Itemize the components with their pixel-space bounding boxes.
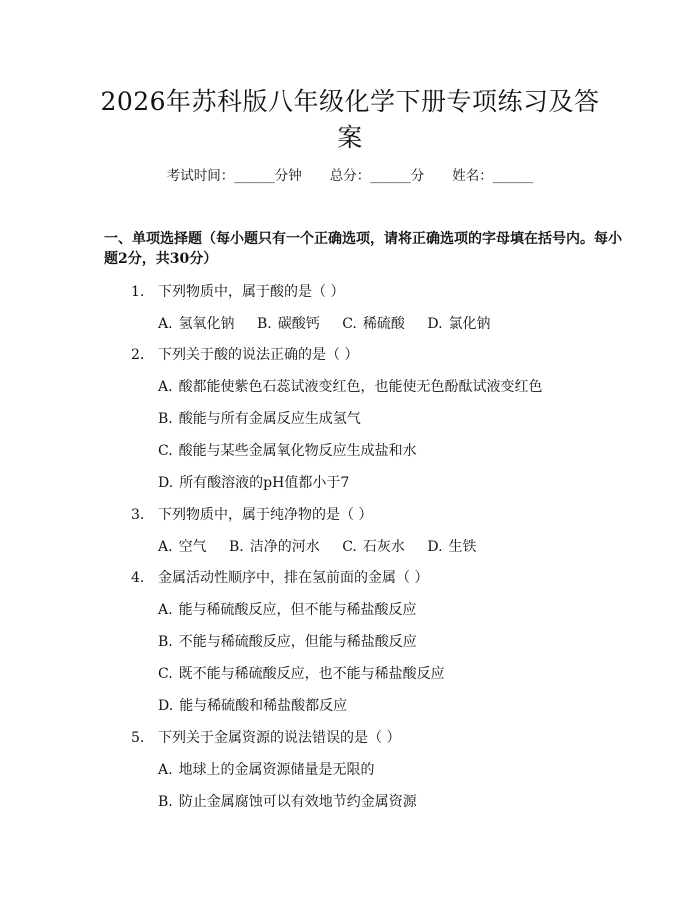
option-letter: A. bbox=[158, 316, 173, 332]
question-1-options bbox=[158, 314, 491, 334]
option-text: 既不能与稀硫酸反应，也不能与稀盐酸反应 bbox=[178, 666, 445, 682]
document-title: 2026年苏科版八年级化学下册专项练习及答案 bbox=[100, 87, 600, 152]
question-5 bbox=[131, 728, 400, 748]
question-5-option-a bbox=[158, 760, 375, 780]
option-text: 酸能与所有金属反应生成氢气 bbox=[178, 411, 361, 427]
question-2-option-b bbox=[158, 409, 361, 429]
option-letter: A. bbox=[158, 602, 173, 618]
option-letter: C. bbox=[342, 539, 357, 555]
section-heading: 一、单项选择题（每小题只有一个正确选项，请将正确选项的字母填在括号内。每小题2分，共30分） bbox=[104, 231, 622, 267]
question-3 bbox=[131, 505, 372, 525]
option-a bbox=[158, 537, 207, 557]
option-letter: B. bbox=[158, 794, 173, 810]
question-text: 下列关于酸的说法正确的是（ ） bbox=[158, 347, 359, 363]
question-number: 5. bbox=[131, 730, 145, 746]
option-text: 生铁 bbox=[448, 539, 477, 555]
question-2-option-d bbox=[158, 473, 349, 493]
option-letter: C. bbox=[342, 316, 357, 332]
question-number: 2. bbox=[131, 347, 145, 363]
option-text: 石灰水 bbox=[362, 539, 405, 555]
exam-time-field: 考试时间：______分钟 bbox=[166, 168, 302, 184]
question-4-option-b bbox=[158, 632, 417, 652]
question-2-option-a bbox=[158, 377, 543, 397]
option-text: 不能与稀硫酸反应，但能与稀盐酸反应 bbox=[178, 634, 417, 650]
option-letter: D. bbox=[427, 539, 443, 555]
option-text: 地球上的金属资源储量是无限的 bbox=[178, 762, 375, 778]
option-text: 氢氧化钠 bbox=[178, 316, 235, 332]
option-text: 能与稀硫酸和稀盐酸都反应 bbox=[179, 698, 348, 714]
question-4-option-c bbox=[158, 664, 445, 684]
option-c bbox=[342, 537, 405, 557]
option-letter: C. bbox=[158, 666, 173, 682]
option-b bbox=[257, 314, 320, 334]
option-text: 酸能与某些金属氧化物反应生成盐和水 bbox=[178, 443, 417, 459]
question-1 bbox=[131, 282, 344, 302]
option-text: 防止金属腐蚀可以有效地节约金属资源 bbox=[178, 794, 417, 810]
option-letter: B. bbox=[257, 316, 272, 332]
question-number: 4. bbox=[131, 570, 145, 586]
question-4-option-d bbox=[158, 696, 347, 716]
exam-info-line bbox=[0, 166, 700, 186]
option-d bbox=[427, 537, 476, 557]
option-text: 洁净的河水 bbox=[249, 539, 320, 555]
question-text: 金属活动性顺序中，排在氢前面的金属（ ） bbox=[158, 570, 429, 586]
question-4 bbox=[131, 568, 428, 588]
option-letter: D. bbox=[158, 698, 174, 714]
option-letter: C. bbox=[158, 443, 173, 459]
option-text: 能与稀硫酸反应，但不能与稀盐酸反应 bbox=[178, 602, 417, 618]
option-text: 所有酸溶液的pH值都小于7 bbox=[179, 475, 350, 491]
option-letter: A. bbox=[158, 539, 173, 555]
option-letter: B. bbox=[158, 411, 173, 427]
option-letter: D. bbox=[427, 316, 443, 332]
option-letter: D. bbox=[158, 475, 174, 491]
question-text: 下列关于金属资源的说法错误的是（ ） bbox=[158, 730, 401, 746]
option-c bbox=[342, 314, 405, 334]
student-name-field: 姓名：______ bbox=[452, 168, 534, 184]
option-text: 碳酸钙 bbox=[277, 316, 320, 332]
option-b bbox=[229, 537, 320, 557]
option-d bbox=[427, 314, 490, 334]
option-text: 稀硫酸 bbox=[362, 316, 405, 332]
question-number: 3. bbox=[131, 507, 145, 523]
question-number: 1. bbox=[131, 284, 145, 300]
option-letter: A. bbox=[158, 762, 173, 778]
question-4-option-a bbox=[158, 600, 417, 620]
question-text: 下列物质中，属于纯净物的是（ ） bbox=[158, 507, 373, 523]
option-letter: B. bbox=[158, 634, 173, 650]
question-2-option-c bbox=[158, 441, 417, 461]
total-score-field: 总分：______分 bbox=[329, 168, 425, 184]
question-3-options bbox=[158, 537, 477, 557]
question-2 bbox=[131, 345, 358, 365]
option-text: 空气 bbox=[178, 539, 207, 555]
question-5-option-b bbox=[158, 792, 417, 812]
option-text: 酸都能使紫色石蕊试液变红色，也能使无色酚酞试液变红色 bbox=[178, 379, 543, 395]
question-text: 下列物质中，属于酸的是（ ） bbox=[158, 284, 345, 300]
option-letter: A. bbox=[158, 379, 173, 395]
option-letter: B. bbox=[229, 539, 244, 555]
option-a bbox=[158, 314, 235, 334]
option-text: 氯化钠 bbox=[448, 316, 491, 332]
